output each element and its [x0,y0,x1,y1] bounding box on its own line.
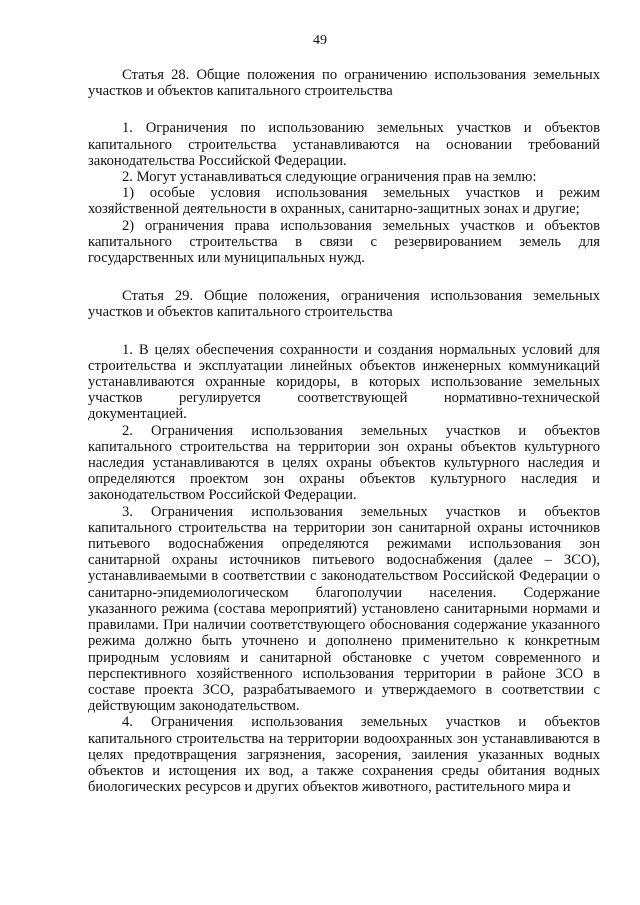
article-29 [88,288,600,795]
article-28-paragraph: 2) ограничения права использования земельных участков и объектов капитального строительства в связи с резервированием земель для государственных или муниципальных нужд. [88,217,600,267]
article-29-paragraph: 2. Ограничения использования земельных участков и объектов капитального строительства на территории зон охраны объектов культурного наследия устанавливаются в целях охраны объектов культурного наследия и определяются проектом зон охраны объектов культурного наследия и законодательством Российской Федерации. [88,422,600,504]
article-29-title: Статья 29. Общие положения, ограничения использования земельных участков и объектов капитального строительства [88,288,600,321]
article-28-title: Статья 28. Общие положения по ограничению использования земельных участков и объектов капитального строительства [88,67,600,100]
article-28-paragraph: 1. Ограничения по использованию земельных участков и объектов капитального строительства устанавливаются на основании требований законодательства Российской Федерации. [88,120,600,169]
article-28 [88,67,600,266]
article-28-paragraph: 2. Могут устанавливаться следующие ограничения прав на землю: [122,169,537,186]
document-body [88,67,600,795]
article-29-paragraph: 3. Ограничения использования земельных участков и объектов капитального строительства на территории зон санитарной охраны источников питьевого водоснабжения определяются режимами использования зон санитарной охраны источников питьевого водоснабжения (далее – ЗСО), устанавливаемыми в соответствии с законодательством Российской Федерации о санитарно-эпидемиологическом благополучии населения. Содержание указанного режима (состава мероприятий) установлено санитарными нормами и правилами. При наличии соответствующего обоснования содержание указанного режима должно быть уточнено и дополнено применительно к конкретным природным условиям и санитарной обстановке с учетом современного и перспективного хозяйственного использования территории в районе ЗСО в составе проекта ЗСО, разрабатываемого и утверждаемого в соответствии с действующим законодательством. [88,503,600,715]
page-number: 49 [313,33,327,48]
article-28-paragraph: 1) особые условия использования земельных участков и режим хозяйственной деятельности в охранных, санитарно-защитных зонах и другие; [88,185,600,218]
article-29-paragraph: 1. В целях обеспечения сохранности и создания нормальных условий для строительства и эксплуатации линейных объектов инженерных коммуникаций устанавливаются охранные коридоры, в которых использование земельных участков регулируется соответствующей нормативно-технической документацией. [88,341,600,423]
article-29-paragraph: 4. Ограничения использования земельных участков и объектов капитального строительства на территории водоохранных зон устанавливаются в целях предотвращения загрязнения, засорения, заиления указанных водных объектов и истощения их вод, а также сохранения среды обитания водных биологических ресурсов и других объектов животного, растительного мира и [88,714,600,796]
